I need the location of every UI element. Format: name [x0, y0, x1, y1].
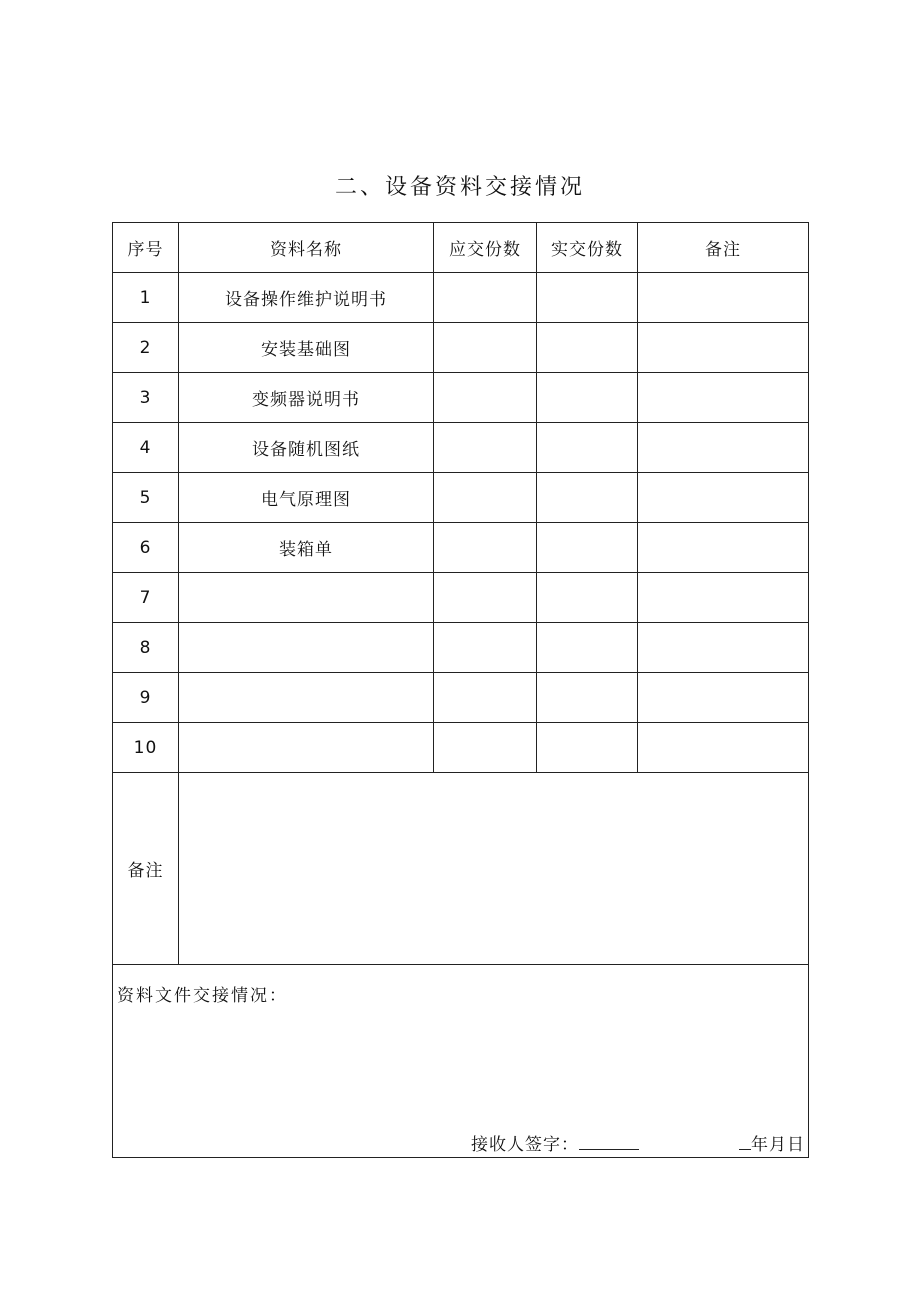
due-copies-cell[interactable] [434, 573, 537, 623]
actual-copies-cell[interactable] [537, 473, 638, 523]
row-index: 2 [113, 323, 179, 373]
row-document-name: 安装基础图 [179, 323, 434, 373]
table-row [113, 423, 809, 473]
table-header-row [113, 223, 809, 273]
table-row [113, 623, 809, 673]
remarks-cell[interactable] [638, 673, 809, 723]
remarks-row [113, 773, 809, 965]
row-index: 8 [113, 623, 179, 673]
table-row [113, 723, 809, 773]
actual-copies-cell[interactable] [537, 623, 638, 673]
signature-field[interactable] [579, 1133, 639, 1150]
table-row [113, 523, 809, 573]
header-due-copies: 应交份数 [434, 223, 537, 273]
table-row [113, 323, 809, 373]
row-document-name[interactable] [179, 573, 434, 623]
table-row [113, 473, 809, 523]
handover-row [113, 965, 809, 1158]
table-row [113, 273, 809, 323]
remarks-cell[interactable] [638, 573, 809, 623]
actual-copies-cell[interactable] [537, 573, 638, 623]
due-copies-cell[interactable] [434, 623, 537, 673]
due-copies-cell[interactable] [434, 673, 537, 723]
row-document-name[interactable] [179, 673, 434, 723]
actual-copies-cell[interactable] [537, 323, 638, 373]
actual-copies-cell[interactable] [537, 273, 638, 323]
remarks-cell[interactable] [638, 423, 809, 473]
row-document-name: 设备随机图纸 [179, 423, 434, 473]
remarks-label: 备注 [113, 773, 179, 965]
remarks-cell[interactable] [638, 623, 809, 673]
row-index: 5 [113, 473, 179, 523]
remarks-cell[interactable] [638, 323, 809, 373]
actual-copies-cell[interactable] [537, 723, 638, 773]
actual-copies-cell[interactable] [537, 673, 638, 723]
row-document-name: 电气原理图 [179, 473, 434, 523]
row-document-name: 装箱单 [179, 523, 434, 573]
row-document-name[interactable] [179, 623, 434, 673]
row-document-name[interactable] [179, 723, 434, 773]
table-row [113, 373, 809, 423]
page-title: 二、设备资料交接情况 [334, 175, 585, 200]
row-index: 1 [113, 273, 179, 323]
signature-line [471, 1130, 805, 1155]
row-index: 7 [113, 573, 179, 623]
handover-section[interactable] [113, 965, 809, 1158]
remarks-field[interactable] [179, 773, 809, 965]
row-index: 10 [113, 723, 179, 773]
row-index: 3 [113, 373, 179, 423]
table-row [113, 673, 809, 723]
row-document-name: 设备操作维护说明书 [179, 273, 434, 323]
row-index: 6 [113, 523, 179, 573]
handover-table [112, 222, 809, 1158]
date-field[interactable] [739, 1133, 751, 1150]
table-row [113, 573, 809, 623]
remarks-cell[interactable] [638, 273, 809, 323]
handover-label: 资料文件交接情况： [117, 986, 288, 1006]
remarks-cell[interactable] [638, 373, 809, 423]
header-remarks: 备注 [638, 223, 809, 273]
due-copies-cell[interactable] [434, 273, 537, 323]
row-document-name: 变频器说明书 [179, 373, 434, 423]
remarks-cell[interactable] [638, 523, 809, 573]
actual-copies-cell[interactable] [537, 523, 638, 573]
due-copies-cell[interactable] [434, 523, 537, 573]
row-index: 9 [113, 673, 179, 723]
due-copies-cell[interactable] [434, 323, 537, 373]
date-label: 年月日 [751, 1135, 805, 1155]
actual-copies-cell[interactable] [537, 423, 638, 473]
remarks-cell[interactable] [638, 723, 809, 773]
receiver-signature-label: 接收人签字： [471, 1135, 579, 1155]
header-index: 序号 [113, 223, 179, 273]
remarks-cell[interactable] [638, 473, 809, 523]
header-actual-copies: 实交份数 [537, 223, 638, 273]
actual-copies-cell[interactable] [537, 373, 638, 423]
due-copies-cell[interactable] [434, 373, 537, 423]
header-name: 资料名称 [179, 223, 434, 273]
due-copies-cell[interactable] [434, 473, 537, 523]
row-index: 4 [113, 423, 179, 473]
due-copies-cell[interactable] [434, 723, 537, 773]
due-copies-cell[interactable] [434, 423, 537, 473]
